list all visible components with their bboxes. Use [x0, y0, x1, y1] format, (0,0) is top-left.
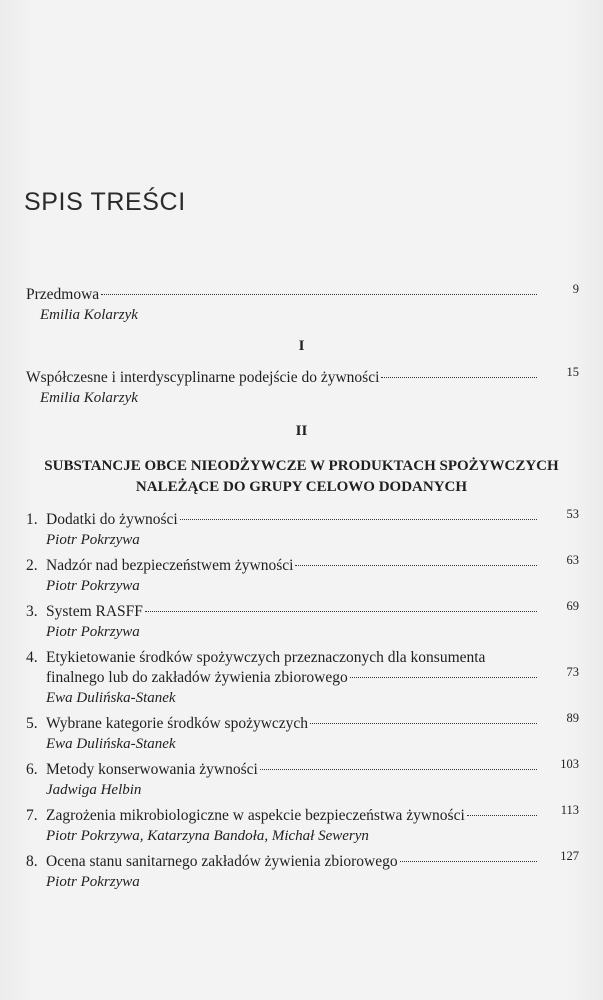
toc-entry-preface[interactable]	[26, 282, 579, 323]
toc-author: Piotr Pokrzywa	[46, 624, 140, 640]
toc-entry-3[interactable]	[26, 599, 579, 640]
toc-entry-text	[26, 852, 398, 872]
dot-leader	[180, 519, 537, 520]
toc-entry-number: 2.	[26, 557, 38, 574]
toc-entry-title: Przedmowa	[26, 286, 100, 303]
toc-entry-title: Ocena stanu sanitarnego zakładów żywienia zbiorowego	[46, 853, 398, 870]
toc-entry-text	[26, 602, 143, 622]
toc-entry-8[interactable]	[26, 849, 579, 890]
dot-leader	[467, 815, 537, 816]
toc-entry-title-continued: finalnego lub do zakładów żywienia zbiorowego	[46, 669, 348, 686]
toc-entry-title: Etykietowanie środków spożywczych przeznaczonych dla konsumenta	[46, 649, 486, 666]
dot-leader	[400, 861, 537, 862]
toc-entry-line-2	[46, 668, 537, 688]
toc-entry-title: System RASFF	[46, 603, 143, 620]
dot-leader	[145, 611, 537, 612]
toc-page-number: 9	[572, 282, 579, 296]
toc-entry-1[interactable]	[26, 507, 579, 548]
part-number-2: II	[295, 423, 308, 439]
toc-entry-text	[26, 714, 308, 734]
toc-entry-number: 3.	[26, 603, 38, 620]
toc-entry-text	[26, 760, 258, 780]
toc-entry-line	[26, 602, 537, 622]
toc-entry-text	[26, 556, 293, 576]
toc-entry-title: Nadzór nad bezpieczeństwem żywności	[46, 557, 294, 574]
toc-entry-line	[26, 806, 537, 826]
toc-entry-line	[26, 368, 537, 388]
toc-entry-line	[26, 852, 537, 872]
page-title: SPIS TREŚCI	[24, 188, 186, 216]
toc-entry-title: Współczesne i interdyscyplinarne podejście do żywności	[26, 369, 380, 386]
toc-author: Emilia Kolarzyk	[40, 307, 138, 323]
toc-page-number: 113	[560, 803, 579, 817]
toc-entry-line	[26, 556, 537, 576]
toc-entry-line	[26, 510, 537, 530]
toc-entry-line	[26, 285, 537, 305]
toc-entry-title: Dodatki do żywności	[46, 511, 178, 528]
dot-leader	[381, 377, 537, 378]
dot-leader	[295, 565, 537, 566]
toc-page-number: 103	[560, 757, 579, 771]
part-heading-line-2: NALEŻĄCE DO GRUPY CELOWO DODANYCH	[135, 479, 468, 495]
toc-entry-number: 6.	[26, 761, 38, 778]
toc-entry-title: Zagrożenia mikrobiologiczne w aspekcie bezpieczeństwa żywności	[46, 807, 465, 824]
part-number-1: I	[298, 338, 305, 354]
toc-page-number: 63	[566, 553, 579, 567]
toc-entry-number: 8.	[26, 853, 38, 870]
toc-entry-text	[26, 510, 178, 530]
dot-leader	[260, 769, 537, 770]
toc-author: Piotr Pokrzywa	[46, 874, 140, 890]
toc-author: Piotr Pokrzywa, Katarzyna Bandoła, Michał Seweryn	[46, 828, 369, 844]
toc-entry-text	[26, 806, 465, 826]
toc-entry-line-1	[26, 648, 537, 668]
toc-author: Jadwiga Helbin	[46, 782, 142, 798]
toc-entry-title: Metody konserwowania żywności	[46, 761, 258, 778]
toc-author: Emilia Kolarzyk	[40, 390, 138, 406]
toc-author: Piotr Pokrzywa	[46, 578, 140, 594]
toc-page-number: 15	[566, 365, 579, 379]
dot-leader	[310, 723, 537, 724]
toc-entry-number: 5.	[26, 715, 38, 732]
dot-leader	[101, 294, 537, 295]
toc-author: Piotr Pokrzywa	[46, 532, 140, 548]
toc-entry-number: 1.	[26, 511, 38, 528]
toc-author: Ewa Dulińska-Stanek	[46, 736, 176, 752]
toc-page-number: 127	[560, 849, 579, 863]
toc-author: Ewa Dulińska-Stanek	[46, 690, 176, 706]
toc-page-number: 89	[566, 711, 579, 725]
toc-entry-part1[interactable]	[26, 365, 579, 406]
toc-page-number: 73	[566, 665, 579, 679]
toc-entry-line	[26, 760, 537, 780]
toc-entry-4[interactable]	[26, 648, 579, 706]
toc-entry-5[interactable]	[26, 711, 579, 752]
toc-entry-line	[26, 714, 537, 734]
toc-entry-text	[26, 648, 485, 668]
toc-entry-number: 4.	[26, 649, 38, 666]
dot-leader	[350, 677, 537, 678]
toc-entry-7[interactable]	[26, 803, 579, 844]
toc-entry-2[interactable]	[26, 553, 579, 594]
toc-page-number: 69	[566, 599, 579, 613]
toc-page-number: 53	[566, 507, 579, 521]
toc-entry-number: 7.	[26, 807, 38, 824]
toc-entry-6[interactable]	[26, 757, 579, 798]
part-heading-line-1: SUBSTANCJE OBCE NIEODŻYWCZE W PRODUKTACH SPOŻYWCZYCH	[44, 458, 559, 474]
toc-entry-title: Wybrane kategorie środków spożywczych	[46, 715, 309, 732]
